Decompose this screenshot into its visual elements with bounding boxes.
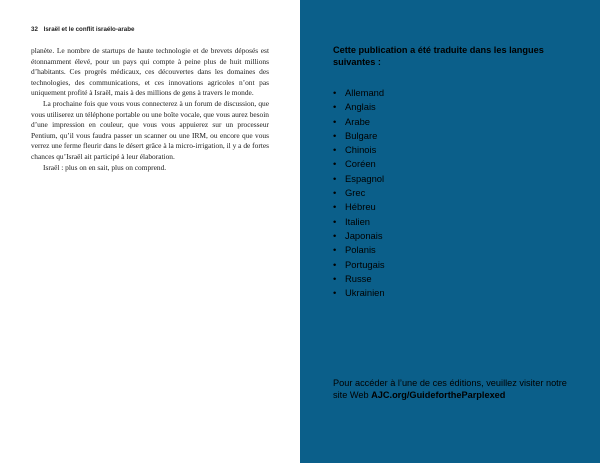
language-label: Russe [345,272,372,284]
page-number: 32 [31,26,38,33]
paragraph: planète. Le nombre de startups de haute technologie et de brevets déposés est étonnamment élevé, pour un pays qui compte à peine plus de huit millions d’habitants. Ces progrès médicaux, ces découvertes dans les domaines des technologies, des communications, et ces innovations agricoles n’ont pas uniquement profité à Israël, mais à des millions de gens à travers le monde. [31,46,269,98]
paragraph: Israël : plus on en sait, plus on comprend. [43,162,167,172]
language-label: Anglais [345,101,376,113]
paragraph: La prochaine fois que vous vous connecterez à un forum de discussion, que vous utiliserez un téléphone portable ou une boîte vocale, que vous aurez besoin d’une impression en couleur, que vous vous appuierez sur un processeur Pentium, qu’il vous faudra passer un scanner ou une IRM, ou encore que vous verrez une ferme fleurir dans le désert grâce à la micro-irrigation, il y a de fortes chances qu’Israël ait participé à leur élaboration. [31,98,269,161]
list-item [333,229,385,243]
bullet-icon: • [333,158,337,170]
language-label: Bulgare [345,129,378,141]
footer-note [333,378,583,401]
language-label: Allemand [345,87,385,98]
bullet-icon: • [333,229,337,241]
translations-heading: Cette publication a été traduite dans les langues suivantes : [333,45,544,67]
bullet-icon: • [333,201,337,213]
bullet-icon: • [333,172,337,184]
language-label: Japonais [345,229,383,241]
language-label: Portugais [345,258,385,270]
list-item [333,215,385,229]
bullet-icon: • [333,215,337,227]
bullet-icon: • [333,244,337,256]
list-item [333,272,385,286]
bullet-icon: • [333,101,337,113]
bullet-icon: • [333,187,337,199]
list-item [333,186,385,200]
footer-text: Pour accéder à l’une de ces éditions, veuillez visiter notre site Web [333,378,567,400]
bullet-icon: • [333,144,337,156]
list-item [333,258,385,272]
body-text [31,46,269,173]
language-label: Italien [345,215,371,227]
language-label: Ukrainien [345,287,385,299]
list-item [333,86,385,100]
language-label: Hébreu [345,201,376,213]
bullet-icon: • [333,272,337,284]
list-item [333,100,385,114]
bullet-icon: • [333,258,337,270]
language-label: Arabe [345,115,371,127]
list-item [333,172,385,186]
bullet-icon: • [333,287,337,299]
website-link[interactable]: AJC.org/GuidefortheParplexed [371,389,506,400]
language-label: Chinois [345,144,377,156]
list-item [333,143,385,157]
language-label: Coréen [345,158,376,170]
bullet-icon: • [333,87,337,98]
list-item [333,243,385,257]
list-item [333,286,385,300]
bullet-icon: • [333,115,337,127]
list-item [333,129,385,143]
list-item [333,115,385,129]
list-item [333,200,385,214]
language-label: Grec [345,187,366,199]
bullet-icon: • [333,129,337,141]
list-item [333,157,385,171]
language-list [333,86,385,300]
language-label: Espagnol [345,172,385,184]
running-head [31,26,134,33]
running-title: Israël et le conflit israélo-arabe [43,26,135,33]
language-label: Polanis [345,244,376,256]
